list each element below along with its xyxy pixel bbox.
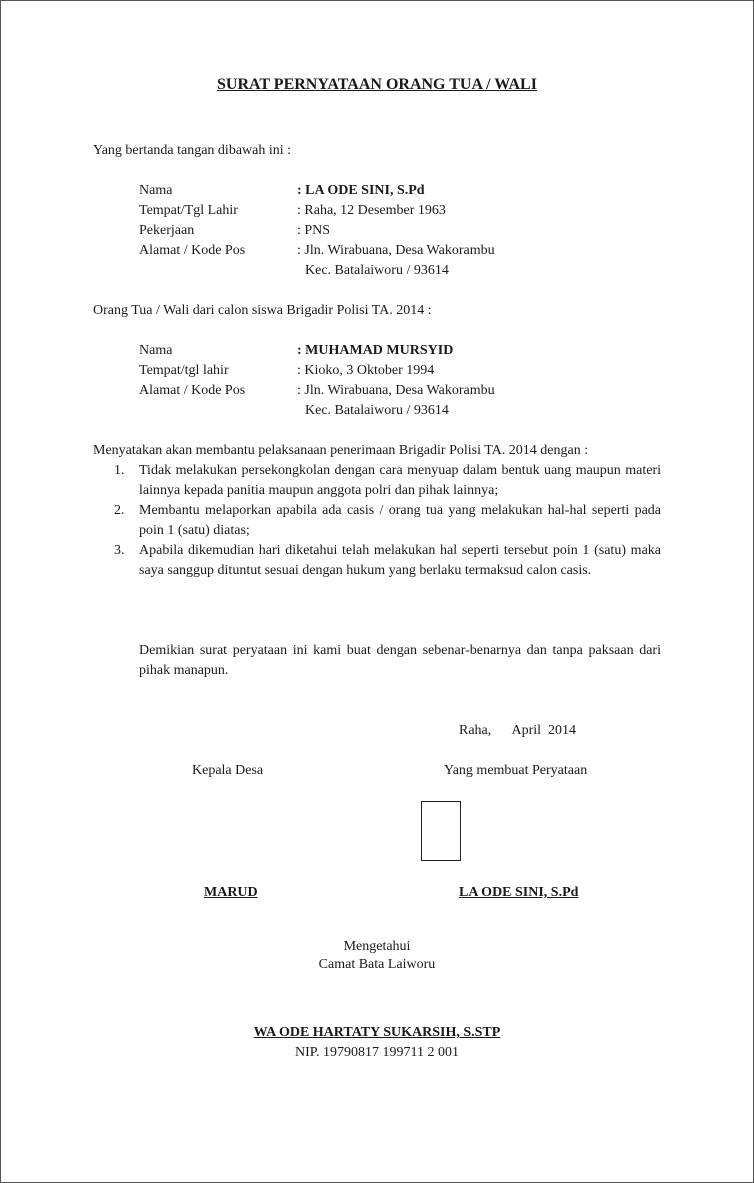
field-label: Nama — [139, 343, 173, 358]
field-label: Alamat / Kode Pos — [139, 243, 246, 258]
guardian-intro: Orang Tua / Wali dari calon siswa Brigadir Polisi TA. 2014 : — [93, 303, 432, 318]
field-label: Tempat/Tgl Lahir — [139, 203, 238, 218]
field-value: : LA ODE SINI, S.Pd — [297, 183, 425, 198]
point-text: Membantu melaporkan apabila ada casis / orang tua yang melakukan hal-hal seperti pada poin 1 (satu) diatas; — [139, 503, 661, 538]
right-signer-role: Yang membuat Peryataan — [444, 763, 588, 778]
document-title: SURAT PERNYATAAN ORANG TUA / WALI — [217, 76, 537, 93]
acknowledge-label: Mengetahui — [343, 939, 411, 954]
intro-text: Yang bertanda tangan dibawah ini : — [93, 143, 292, 158]
acknowledge-office: Camat Bata Laiworu — [318, 957, 436, 972]
field-value: Kec. Batalaiworu / 93614 — [305, 403, 449, 418]
field-label: Nama — [139, 183, 173, 198]
photo-placeholder — [421, 801, 461, 861]
point-text: Tidak melakukan persekongkolan dengan cara menyuap dalam bentuk uang maupun materi lainnya kepada panitia maupun anggota polri dan pihak lainnya; — [139, 463, 661, 498]
official-name: WA ODE HARTATY SUKARSIH, S.STP — [253, 1025, 501, 1040]
field-label: Alamat / Kode Pos — [139, 383, 246, 398]
closing-paragraph: Demikian surat peryataan ini kami buat dengan sebenar-benarnya dan tanpa paksaan dari pihak manapun. — [139, 643, 661, 678]
field-value: Kec. Batalaiworu / 93614 — [305, 263, 449, 278]
field-value: : Raha, 12 Desember 1963 — [297, 203, 446, 218]
place-date: Raha, April 2014 — [459, 723, 577, 738]
left-signer-role: Kepala Desa — [192, 763, 264, 778]
point-text: Apabila dikemudian hari diketahui telah melakukan hal seperti tersebut poin 1 (satu) maka saya sanggup dituntut sesuai dengan hukum yang berlaku termaksud calon casis. — [139, 543, 661, 578]
point-number: 2. — [114, 503, 125, 518]
official-nip: NIP. 19790817 199711 2 001 — [295, 1045, 459, 1060]
left-signer-name: MARUD — [204, 885, 258, 900]
field-value: : MUHAMAD MURSYID — [297, 343, 454, 358]
point-number: 1. — [114, 463, 125, 478]
statement-intro: Menyatakan akan membantu pelaksanaan penerimaan Brigadir Polisi TA. 2014 dengan : — [93, 443, 589, 458]
field-value: : Jln. Wirabuana, Desa Wakorambu — [297, 383, 495, 398]
field-value: : PNS — [297, 223, 331, 238]
point-number: 3. — [114, 543, 125, 558]
field-value: : Kioko, 3 Oktober 1994 — [297, 363, 435, 378]
right-signer-name: LA ODE SINI, S.Pd — [459, 885, 579, 900]
field-label: Tempat/tgl lahir — [139, 363, 229, 378]
field-label: Pekerjaan — [139, 223, 195, 238]
field-value: : Jln. Wirabuana, Desa Wakorambu — [297, 243, 495, 258]
